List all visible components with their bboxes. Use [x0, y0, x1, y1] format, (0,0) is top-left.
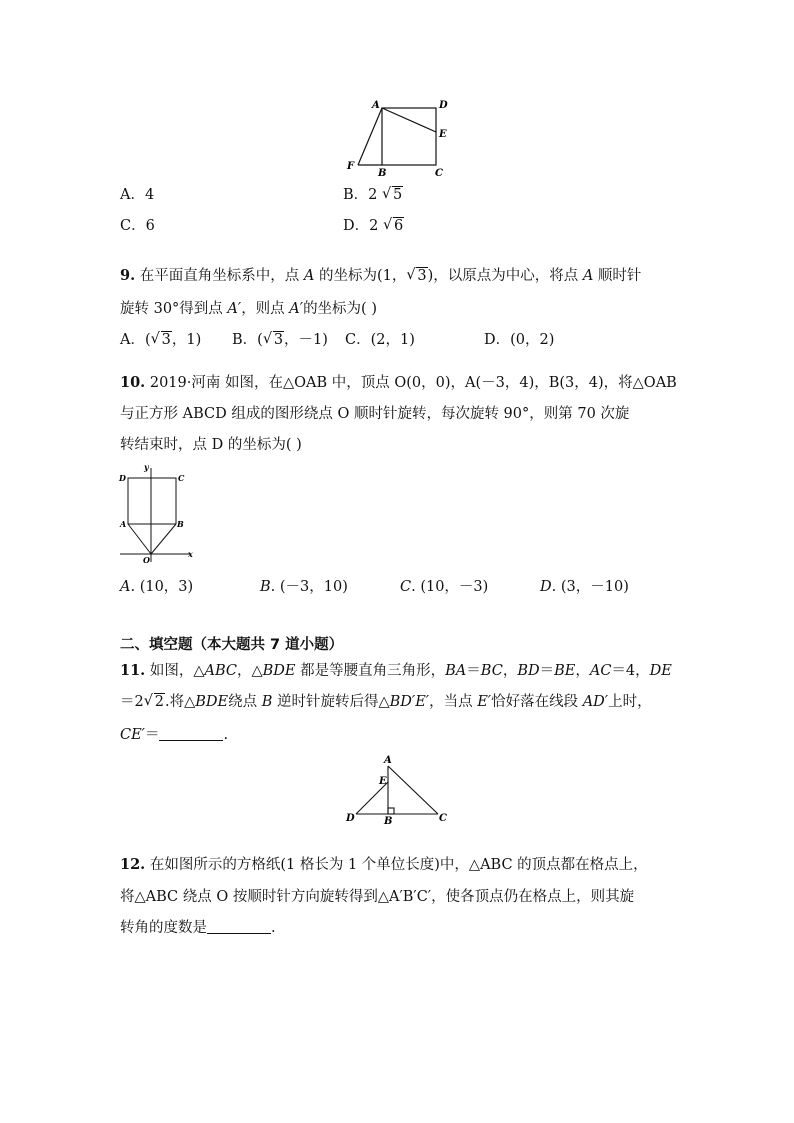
- q8-label-C: C: [435, 168, 443, 179]
- q12-number: 12.: [120, 856, 146, 873]
- q10-square-ABCD: [128, 478, 176, 524]
- q8-option-b-label: B．2: [343, 187, 378, 203]
- q10-option-d[interactable]: D. (3，－10): [540, 579, 629, 595]
- q11-line-1: 11. 如图，△ABC，△BDE 都是等腰直角三角形，BA＝BC，BD＝BE，AC＝4，DE: [120, 662, 672, 679]
- q10-segment-OA: [128, 524, 151, 554]
- q8-option-a-value: 4: [144, 187, 155, 203]
- q9-number: 9.: [120, 267, 136, 284]
- q8-option-c-label: C．: [120, 218, 146, 234]
- q11-line-3: CE′＝ .: [120, 727, 229, 743]
- q9-option-a[interactable]: A．(√ 3，1): [120, 330, 201, 350]
- q9-line-1: 9. 在平面直角坐标系中，点 A 的坐标为(1，√ 3)，以原点为中心，将点 A 顺时针: [120, 266, 641, 286]
- q11-sqrt2: √ 2: [144, 692, 165, 712]
- q10-line-2: 与正方形 ABCD 组成的图形绕点 O 顺时针旋转，每次旋转 90°，则第 70 次旋: [120, 406, 630, 422]
- q12-answer-blank[interactable]: [207, 919, 271, 934]
- q11-answer-blank[interactable]: [159, 726, 223, 741]
- q11-label-D: D: [346, 813, 355, 824]
- q11-label-A: A: [384, 755, 392, 766]
- q11-number: 11.: [120, 662, 146, 679]
- q11-segment-AC: [388, 766, 438, 814]
- q10-line-3: 转结束时，点 D 的坐标为( ): [120, 437, 302, 453]
- q10-label-B: B: [177, 519, 184, 529]
- q10-label-x: x: [188, 549, 193, 559]
- q8-option-a-label: A．: [120, 187, 145, 203]
- q8-option-b[interactable]: [343, 185, 403, 205]
- q11-label-C: C: [439, 813, 447, 824]
- q8-label-D: D: [439, 100, 448, 111]
- q12-line-3: 转角的度数是 .: [120, 920, 276, 936]
- q9-sqrt3: √ 3: [406, 266, 427, 286]
- q11-line-2: ＝2√ 2.将△BDE绕点 B 逆时针旋转后得△BD′E′，当点 E′恰好落在线段 AD′上时，: [120, 692, 652, 712]
- q8-segment-AE: [382, 108, 436, 132]
- q11-figure: [340, 752, 452, 826]
- q10-option-a[interactable]: A. (10，3): [120, 579, 194, 595]
- q8-square: [382, 108, 436, 165]
- q10-figure: [114, 462, 200, 566]
- q8-label-E: E: [439, 129, 447, 140]
- q11-label-E: E: [379, 776, 387, 787]
- q12-line-1: 12. 在如图所示的方格纸(1 格长为 1 个单位长度)中，△ABC 的顶点都在格点上，: [120, 856, 648, 873]
- q8-option-d[interactable]: [343, 216, 404, 236]
- q10-label-C: C: [178, 473, 185, 483]
- q10-label-A: A: [120, 519, 127, 529]
- q9-option-d[interactable]: D．(0，2): [484, 332, 555, 348]
- q9-line-2: 旋转 30°得到点 A′，则点 A′的坐标为( ): [120, 301, 377, 317]
- q8-segment-AF: [358, 108, 382, 165]
- q10-number: 10.: [120, 374, 146, 391]
- q10-label-D: D: [119, 473, 126, 483]
- q8-option-d-sqrt: √ 6: [383, 216, 404, 236]
- q10-line-1: 10. 2019·河南 如图，在△OAB 中，顶点 O(0，0)，A(－3，4)，B(3，4)，将△OAB: [120, 374, 677, 391]
- q10-label-y: y: [144, 462, 149, 472]
- q9-option-c[interactable]: C．(2，1): [345, 332, 415, 348]
- q8-label-F: F: [347, 161, 355, 172]
- q10-segment-OB: [151, 524, 176, 554]
- q10-label-O: O: [143, 555, 150, 565]
- q11-right-angle-mark: [388, 808, 394, 814]
- q8-option-c[interactable]: [120, 216, 155, 236]
- q10-option-b[interactable]: B. (－3，10): [260, 579, 348, 595]
- q8-label-B: B: [378, 168, 387, 179]
- q8-option-d-label: D．2: [343, 218, 379, 234]
- q11-label-B: B: [384, 816, 393, 826]
- q8-figure: [340, 96, 460, 180]
- q8-option-b-sqrt: √ 5: [382, 185, 403, 205]
- section-heading: 二、填空题（本大题共 7 道小题）: [120, 637, 344, 653]
- q8-label-A: A: [372, 100, 380, 111]
- q8-option-c-value: 6: [145, 218, 155, 234]
- q9-option-b[interactable]: B．(√ 3，－1): [232, 330, 328, 350]
- q8-option-a[interactable]: [120, 185, 154, 205]
- q12-line-2: 将△ABC 绕点 O 按顺时针方向旋转得到△A′B′C′，使各顶点仍在格点上，则其旋: [120, 889, 635, 905]
- q10-option-c[interactable]: C. (10，－3): [400, 579, 489, 595]
